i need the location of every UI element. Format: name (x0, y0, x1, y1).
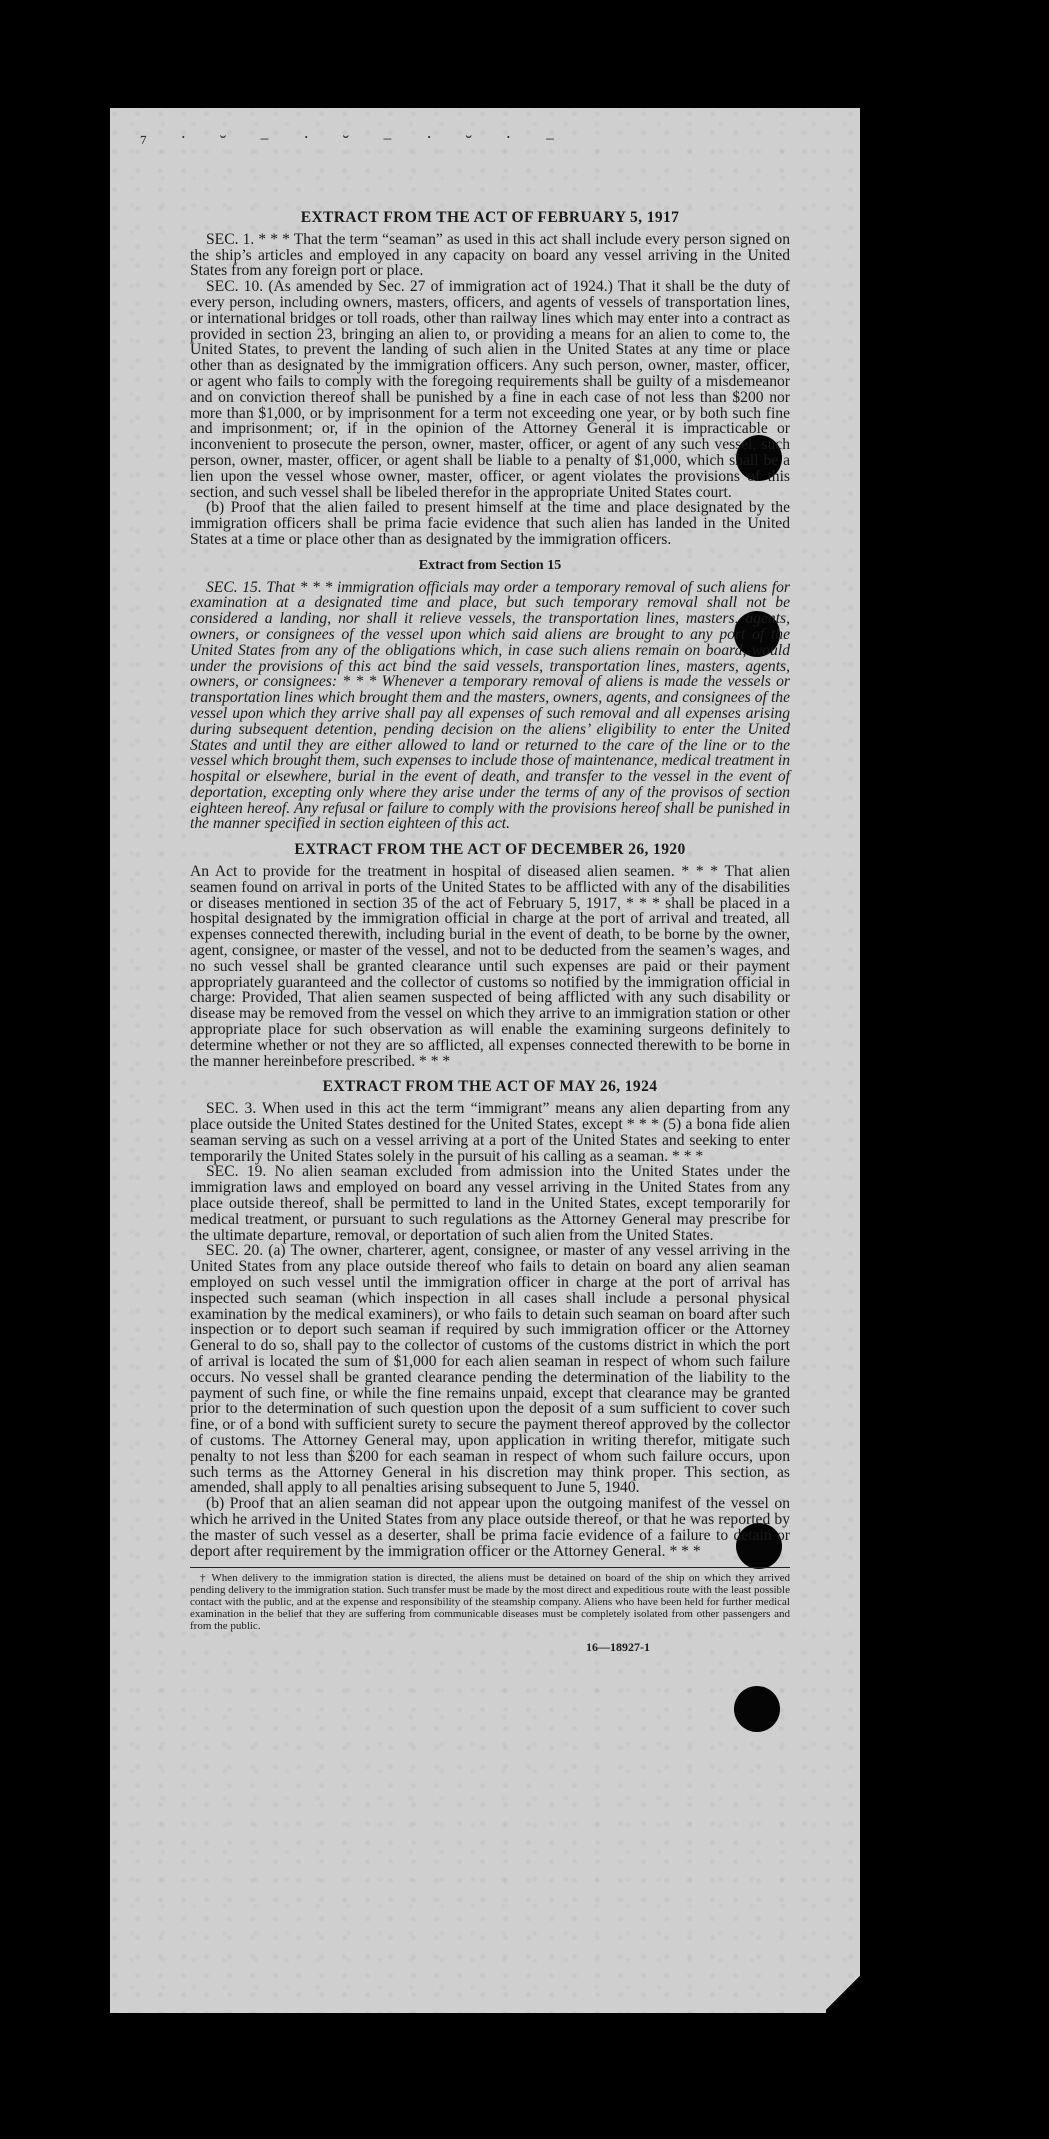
punch-hole (734, 1686, 780, 1732)
paragraph-sec-15: SEC. 15. That * * * immigration officials may order a temporary removal of such aliens for examination at a designated time and place, but such temporary removal shall not be considered a landing, nor shall it relieve vessels, the transportation lines, masters, agents, owners, or consignees of the vessel upon which said aliens are brought to any port of the United States from any of the obligations which, in case such aliens remain on board, would under the provisions of this act bind the said vessels, transportation lines, masters, agents, owners, or consignees: * * * Whenever a temporary removal of aliens is made the vessels or transportation lines which brought them and the masters, owners, agents, and consignees of the vessel upon which they arrive shall pay all expenses of such removal and all expenses arising during subsequent detention, pending decision on the aliens’ eligibility to enter the United States and until they are either allowed to land or returned to the care of the line or to the vessel which brought them, such expenses to include those of maintenance, medical treatment in hospital or elsewhere, burial in the event of death, and transfer to the vessel in the event of deportation, excepting only where they arise under the terms of any of the provisos of section eighteen hereof. Any refusal or failure to comply with the provisions hereof shall be punished in the manner specified in section eighteen of this act. (190, 578, 790, 833)
page-fold (826, 1973, 860, 2013)
form-number: 16—18927-1 (586, 1640, 650, 1655)
paragraph-sec-19: SEC. 19. No alien seaman excluded from admission into the United States under the immigration laws and employed on board any vessel arriving in the United States from any place outside thereof, shall be permitted to land in the United States, except temporarily for medical treatment, or pursuant to such regulations as the Attorney General may prescribe for the ultimate departure, removal, or deportation of such alien from the United States. (190, 1163, 790, 1244)
section-heading-1920: EXTRACT FROM THE ACT OF DECEMBER 26, 1920 (294, 841, 686, 859)
footnote-divider (190, 1567, 790, 1568)
paragraph-act-1920: An Act to provide for the treatment in hospital of diseased alien seamen. * * * That alien seamen found on arrival in ports of the United States to be afflicted with any of the disabilities or diseases mentioned in section 35 of the act of February 5, 1917, * * * shall be placed in a hospital designated by the immigration official in charge at the port of arrival and treated, all expenses connected therewith, including burial in the event of death, to be borne by the owner, agent, consignee, or master of the vessel, and not to be deducted from the seamen’s wages, and no such vessel shall be granted clearance until such expenses are paid or their payment appropriately guaranteed and the collector of customs so notified by the immigration official in charge: Provided, That alien seamen suspected of being afflicted with any such disability or disease may be removed from the vessel on which they arrive to an immigration station or other appropriate place for such observation as will enable the examining surgeons definitely to determine whether or not they are so afflicted, all expenses connected therewith to be borne in the manner hereinbefore prescribed. * * * (190, 863, 790, 1070)
footnote: † When delivery to the immigration station is directed, the aliens must be detained on board of the ship on which they arrived pending delivery to the immigration station. Such transfer must be made by the most direct and expeditious route with the least possible contact with the public, and at the expense and responsibility of the steamship company. Aliens who have been held for further medical examination in the belief that they are suffering from communicable diseases must be completely isolated from other passengers and from the public. (190, 1572, 790, 1633)
document-content (190, 210, 790, 1656)
paragraph-sec-10: SEC. 10. (As amended by Sec. 27 of immigration act of 1924.) That it shall be the duty of every person, including owners, masters, officers, and agents of vessels of transportation lines, or international bridges or toll roads, other than railway lines which may enter into a contract as provided in section 23, bringing an alien to, or providing a means for an alien to come to, the United States, to prevent the landing of such alien in the United States at any time or place other than as designated by the immigration officers. Any such person, owner, master, officer, or agent who fails to comply with the foregoing requirements shall be guilty of a misdemeanor and on conviction thereof shall be punished by a fine in each case of not less than $200 nor more than $1,000, or by imprisonment for a term not exceeding one year, or by both such fine and imprisonment; or, if in the opinion of the Attorney General it is impracticable or inconvenient to prosecute the person, owner, master, officer, or agent of any such vessel, such person, owner, master, officer, or agent shall be liable to a penalty of $1,000, which shall be a lien upon the vessel whose owner, master, officer, or agent violates the provisions of this section, and such vessel shall be libeled therefor in the appropriate United States court. (190, 278, 790, 501)
top-edge-marks: ⁷ ˙ ˘ ⁻ ˙ ˘ ⁻ ˙ ˘ ˙ ⁻ (140, 132, 570, 154)
section-heading-1917: EXTRACT FROM THE ACT OF FEBRUARY 5, 1917 (300, 209, 680, 226)
section-heading-sec-15: Extract from Section 15 (418, 557, 562, 573)
paragraph-sec-3: SEC. 3. When used in this act the term “immigrant” means any alien departing from any place outside the United States destined for the United States, except * * * (5) a bona fide alien seaman serving as such on a vessel arriving at a port of the United States and seeking to enter temporarily the United States solely in the pursuit of his calling as a seaman. * * * (190, 1100, 790, 1165)
paragraph-sec-20-b: (b) Proof that an alien seaman did not appear upon the outgoing manifest of the vessel on which he arrived in the United States from any place outside thereof, or that he was reported by the master of such vessel as a deserter, shall be prima facie evidence of a failure to detain or deport after requirement by the immigration officer or the Attorney General. * * * (190, 1495, 790, 1560)
paragraph-sec-10-b: (b) Proof that the alien failed to present himself at the time and place designated by the immigration officers shall be prima facie evidence that such alien has landed in the United States at a time or place other than as designated by the immigration officers. (190, 499, 790, 548)
paragraph-sec-1: SEC. 1. * * * That the term “seaman” as used in this act shall include every person signed on the ship’s articles and employed in any capacity on board any vessel arriving in the United States from any foreign port or place. (190, 230, 790, 280)
section-heading-1924: EXTRACT FROM THE ACT OF MAY 26, 1924 (322, 1078, 658, 1096)
paragraph-sec-20-a: SEC. 20. (a) The owner, charterer, agent, consignee, or master of any vessel arriving in the United States from any place outside thereof who fails to detain on board any alien seaman employed on such vessel until the immigration officer in charge at the port of arrival has inspected such seaman (which inspection in all cases shall include a personal physical examination by the medical examiners), or who fails to detain such seaman on board after such inspection or to deport such seaman if required by such immigration officer or the Attorney General to do so, shall pay to the collector of customs of the customs district in which the port of arrival is located the sum of $1,000 for each alien seaman in respect of whom such failure occurs. No vessel shall be granted clearance pending the determination of the liability to the payment of such fine, or while the fine remains unpaid, except that clearance may be granted prior to the determination of such question upon the deposit of a sum sufficient to cover such fine, or of a bond with sufficient surety to secure the payment thereof approved by the collector of customs. The Attorney General may, upon application in writing therefor, mitigate such penalty to not less than $200 for each seaman in respect of whom such failure occurs, upon such terms as the Attorney General in his discretion may think proper. This section, as amended, shall apply to all penalties arising subsequent to June 5, 1940. (190, 1242, 790, 1497)
document-page (110, 108, 860, 2013)
